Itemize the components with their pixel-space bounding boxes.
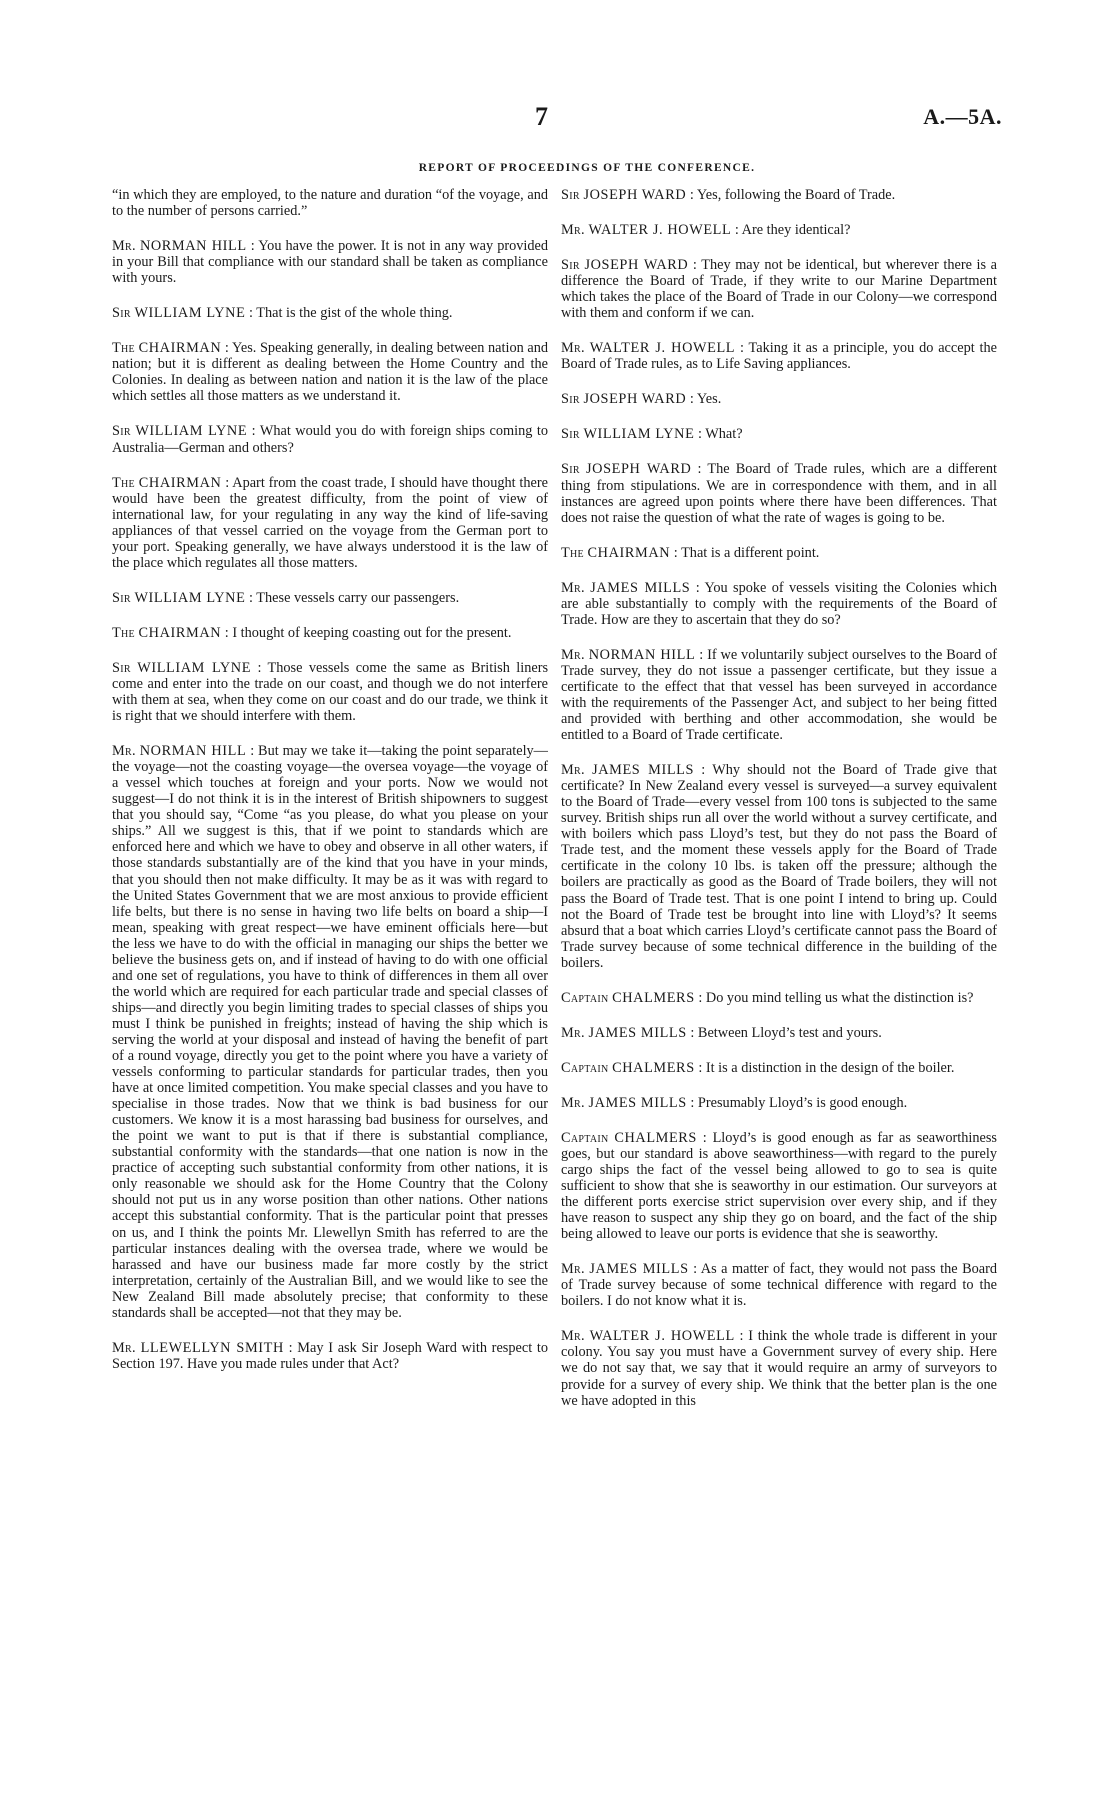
speaker-name: CHALMERS <box>612 989 695 1006</box>
speech-paragraph <box>561 257 997 321</box>
speaker-title: Sir <box>561 257 580 274</box>
speaker-title: The <box>561 544 584 561</box>
speaker-name: JAMES MILLS <box>590 579 691 596</box>
speech-text: : You have the power. It is not in any way provided in your Bill that compliance with our standard shall be taken as compliance with yours. <box>112 238 549 287</box>
speech-paragraph <box>561 580 997 628</box>
speaker-title: Sir <box>112 659 131 676</box>
speaker-name: WALTER J. HOWELL <box>589 1328 735 1345</box>
speech-text: : Apart from the coast trade, I should have thought there would have been the greatest difficulty, from the point of view of international law, for your regulating in any way the kind of life-saving appliances of that vessel carried on the voyage from the German port to your port. Speaking generally, we have always understood it is the law of the place which regulates all those matters. <box>112 474 548 571</box>
speech-paragraph <box>561 222 997 238</box>
speech-paragraph <box>112 305 548 321</box>
speech-paragraph <box>561 762 997 971</box>
speech-paragraph <box>561 1025 997 1041</box>
speech-text: : That is the gist of the whole thing. <box>249 305 453 322</box>
speaker-name: CHALMERS <box>614 1129 697 1146</box>
speaker-name: CHAIRMAN <box>138 624 222 641</box>
speaker-name: WILLIAM LYNE <box>137 659 252 676</box>
speech-text: : Are they identical? <box>734 222 851 239</box>
speech-text: : They may not be identical, but wherever there is a difference the Board of Trade, if they write to our Marine Department which takes the place of the Board of Trade in our Colony—we correspond with them and conform if we can. <box>561 257 997 322</box>
speech-paragraph <box>561 340 997 372</box>
speaker-title: Sir <box>112 423 131 440</box>
speaker-name: LLEWELLYN SMITH <box>140 1339 284 1356</box>
speaker-title: Mr. <box>561 222 585 239</box>
speaker-name: WILLIAM LYNE <box>134 305 246 322</box>
speaker-title: Sir <box>112 589 131 606</box>
speech-text: : What? <box>698 426 743 443</box>
speaker-title: Mr. <box>561 762 585 779</box>
speaker-name: WILLIAM LYNE <box>135 423 248 440</box>
speaker-name: WILLIAM LYNE <box>583 426 695 443</box>
speech-paragraph <box>112 590 548 606</box>
speech-paragraph <box>112 743 548 1321</box>
speech-text: : Do you mind telling us what the distinction is? <box>698 989 974 1006</box>
speech-text: : Taking it as a principle, you do accept the Board of Trade rules, as to Life Saving appliances. <box>561 340 998 373</box>
speech-text: : Between Lloyd’s test and yours. <box>690 1024 882 1041</box>
running-head: REPORT OF PROCEEDINGS OF THE CONFERENCE. <box>418 162 756 174</box>
speech-paragraph <box>561 1261 997 1309</box>
speech-text: : That is a different point. <box>673 544 820 561</box>
speech-paragraph <box>561 1095 997 1111</box>
speech-text: : May I ask Sir Joseph Ward with respect to Section 197. Have you made rules under that Act? <box>112 1339 548 1372</box>
speech-paragraph <box>561 545 997 561</box>
speech-paragraph <box>112 660 548 724</box>
speaker-title: Captain <box>561 1129 609 1146</box>
speaker-title: Sir <box>561 426 580 443</box>
speech-text: “in which they are employed, to the nature and duration “of the voyage, and to the number of persons carried.” <box>112 187 548 220</box>
speaker-name: NORMAN HILL <box>139 743 247 760</box>
speaker-name: NORMAN HILL <box>588 646 696 663</box>
speech-paragraph <box>112 340 548 404</box>
speaker-title: Sir <box>561 461 580 478</box>
speaker-title: Captain <box>561 1059 609 1076</box>
speech-paragraph <box>112 625 548 641</box>
speaker-name: JAMES MILLS <box>592 762 695 779</box>
speech-paragraph <box>561 1060 997 1076</box>
speech-paragraph <box>561 990 997 1006</box>
speaker-title: Mr. <box>561 579 585 596</box>
speaker-name: JAMES MILLS <box>588 1024 687 1041</box>
right-column <box>561 187 997 1428</box>
speaker-name: CHAIRMAN <box>138 474 222 491</box>
speech-text: : Yes. <box>689 391 722 408</box>
speech-paragraph <box>112 238 548 286</box>
speech-text: : What would you do with foreign ships coming to Australia—German and others? <box>112 423 549 456</box>
speaker-title: Mr. <box>561 646 585 663</box>
speaker-name: WALTER J. HOWELL <box>589 340 736 357</box>
speech-paragraph <box>112 475 548 571</box>
speech-text: : It is a distinction in the design of the boiler. <box>698 1059 955 1076</box>
speaker-name: JOSEPH WARD <box>583 187 687 203</box>
speech-paragraph <box>561 391 997 407</box>
speech-text: : Presumably Lloyd’s is good enough. <box>690 1094 908 1111</box>
speech-text: : These vessels carry our passengers. <box>249 589 460 606</box>
speaker-title: Mr. <box>112 1339 136 1356</box>
page-number: 7 <box>535 102 548 131</box>
speaker-title: Mr. <box>561 1094 585 1111</box>
speaker-name: JAMES MILLS <box>589 1261 689 1278</box>
speech-paragraph <box>561 461 997 525</box>
speech-text: : Why should not the Board of Trade give that certificate? In New Zealand every vessel is surveyed—a survey equivalent to the Board of Trade—every vessel from 100 tons is subjected to the same survey. British ships run all over the world without a survey certificate, and with boilers which pass Lloyd’s test, but they do not pass the Board of Trade test, and the moment these vessels apply for the Board of Trade certificate in the colony 10 lbs. is taken off the pressure; although the boilers are practically as good as the Board of Trade boilers, they will not pass the Board of Trade test. That is one point I intend to bring up. Could not the Board of Trade test be brought into line with Lloyd’s? It seems absurd that a boat which carries Lloyd’s certificate cannot pass the Board of Trade survey because of some technical difference in the building of the boilers. <box>561 762 998 971</box>
speaker-name: JOSEPH WARD <box>585 461 692 478</box>
speaker-name: CHALMERS <box>612 1059 695 1076</box>
left-column <box>112 187 548 1391</box>
speech-text: : As a matter of fact, they would not pass the Board of Trade survey because of some technical difference with regard to the boilers. I do not know what it is. <box>561 1261 998 1310</box>
speaker-title: Mr. <box>561 1328 585 1345</box>
speech-paragraph <box>561 187 997 203</box>
speaker-title: Mr. <box>561 1024 585 1041</box>
speech-paragraph <box>561 1130 997 1242</box>
speaker-title: Sir <box>561 391 580 408</box>
speech-text: : You spoke of vessels visiting the Colonies which are able substantially to comply with the requirements of the Board of Trade. How are they to ascertain that they do so? <box>561 579 998 628</box>
speaker-title: Mr. <box>561 1261 585 1278</box>
speaker-name: WALTER J. HOWELL <box>588 222 732 239</box>
speaker-name: JOSEPH WARD <box>584 257 689 274</box>
speech-text: : Lloyd’s is good enough as far as seaworthiness goes, but our standard is above seaworthiness—with regard to the purely cargo ships the fact of the vessel being allowed to go to sea is quite sufficient to show that she is seaworthy in our estimation. Our surveyors at the different ports exercise strict supervision over every ship, and if they have reason to suspect any ship they go on board, and the fact of the ship being allowed to leave our ports is evidence that she is seaworthy. <box>561 1129 997 1243</box>
speech-paragraph <box>561 647 997 743</box>
speech-text: : The Board of Trade rules, which are a different thing from stipulations. We are in correspondence with them, and in all instances are agreed upon points where there have been differences. That does not raise the question of what the rate of wages is going to be. <box>561 461 998 526</box>
speaker-title: Sir <box>112 305 131 322</box>
speech-paragraph <box>112 1340 548 1372</box>
speech-text: : I think the whole trade is different in your colony. You say you must have a Government survey of every ship. Here we do not say that, we say that it would require an army of surveyors to provide for a survey of every ship. We think that the better plan is the one we have adopted in this <box>561 1328 998 1409</box>
speech-text: : I thought of keeping coasting out for the present. <box>224 624 512 641</box>
speaker-name: CHAIRMAN <box>138 340 222 357</box>
speaker-name: NORMAN HILL <box>139 238 247 255</box>
speaker-title: Mr. <box>112 238 136 255</box>
speaker-title: Captain <box>561 989 609 1006</box>
speaker-name: WILLIAM LYNE <box>134 589 246 606</box>
speech-text: : Those vessels come the same as British liners come and enter into the trade on our coast, and though we do not interfere with them at sea, when they come on our coast and do our trade, we think it is right that we should interfere with them. <box>112 659 549 725</box>
speech-paragraph <box>561 1328 997 1408</box>
speaker-name: CHAIRMAN <box>587 544 671 561</box>
speech-paragraph <box>112 423 548 455</box>
document-reference: A.—5A. <box>923 104 1002 129</box>
speaker-title: The <box>112 340 135 357</box>
speaker-title: Mr. <box>561 340 585 357</box>
speech-text: : Yes. Speaking generally, in dealing between nation and nation; but it is different as dealing between the Home Country and the Colonies. In dealing as between nation and nation it is the law of the place which settles all those matters as we understand it. <box>112 340 549 405</box>
speaker-title: Sir <box>561 187 580 203</box>
speech-text: : But may we take it—taking the point separately—the voyage—not the coasting voyage—the oversea voyage—the voyage of a vessel which touches at foreign and your ports. Now we would not suggest—I do not think it is in the interest of British shipowners to suggest that you should say, “Come “as you please, do what you please on your ships.” All we suggest is this, that if we point to standards which are enforced here and which we have to obey and observe in all other waters, if those standards substantially are of the kind that you have in your minds, that you should then not make difficulty. It may be as it was with regard to the United States Government that we are most anxious to provide efficient life belts, but there is no sense in having two life belts on board a ship—I mean, speaking with great respect—we have eminent officials here—but the less we have to do with the official in managing our ships the better we believe the business gets on, and if instead of having to do with one official and one set of regulations, you have to think of differences in them all over the world which are required for each particular trade and special classes of ships—and directly you begin limiting trades to special classes of ships you must I think be punished in freights; instead of having the ship which is serving the world at your disposal and instead of having the benefit of part of a round voyage, directly you get to the point where you have a variety of vessels conforming to particular standards for particular trades, then you have at once limited competition. You make special classes and you have to specialise in those trades. Now that we think is bad business for our customers. We know it is a most harassing bad business for ourselves, and the point we want to put is that if there is substantial compliance, substantial conformity with the standards—that one nation is now in the practice of accepting such substantial conformity from other nations, it is only reasonable we should ask for the Home Country that the Colony should not put us in any worse position than other nations. Other nations accept this substantial conformity. That is the particular point that presses on us, and I think the points Mr. Llewellyn Smith has referred to are the particular instances dealing with the oversea trade, where we would be harassed and have our business made far more costly by the strict interpretation, certainly of the Australian Bill, and we would like to see the New Zealand Bill made absolutely precise; that conformity to these standards shall be accepted—not that they may be. <box>112 743 548 1321</box>
speaker-name: JOSEPH WARD <box>583 391 687 408</box>
speech-text: : If we voluntarily subject ourselves to the Board of Trade survey, they do not issue a passenger certificate, but they issue a certificate to the effect that that vessel has been surveyed in accordance with the requirements of the Passenger Act, and subject to her being fitted and provided with berthing and other accommodation, she would be entitled to a Board of Trade certificate. <box>561 646 998 744</box>
speaker-title: The <box>112 624 135 641</box>
speech-text: : Yes, following the Board of Trade. <box>689 187 896 203</box>
speaker-title: The <box>112 474 135 491</box>
speech-paragraph <box>561 426 997 442</box>
speaker-name: JAMES MILLS <box>588 1094 687 1111</box>
speaker-title: Mr. <box>112 743 136 760</box>
speech-paragraph <box>112 187 548 219</box>
